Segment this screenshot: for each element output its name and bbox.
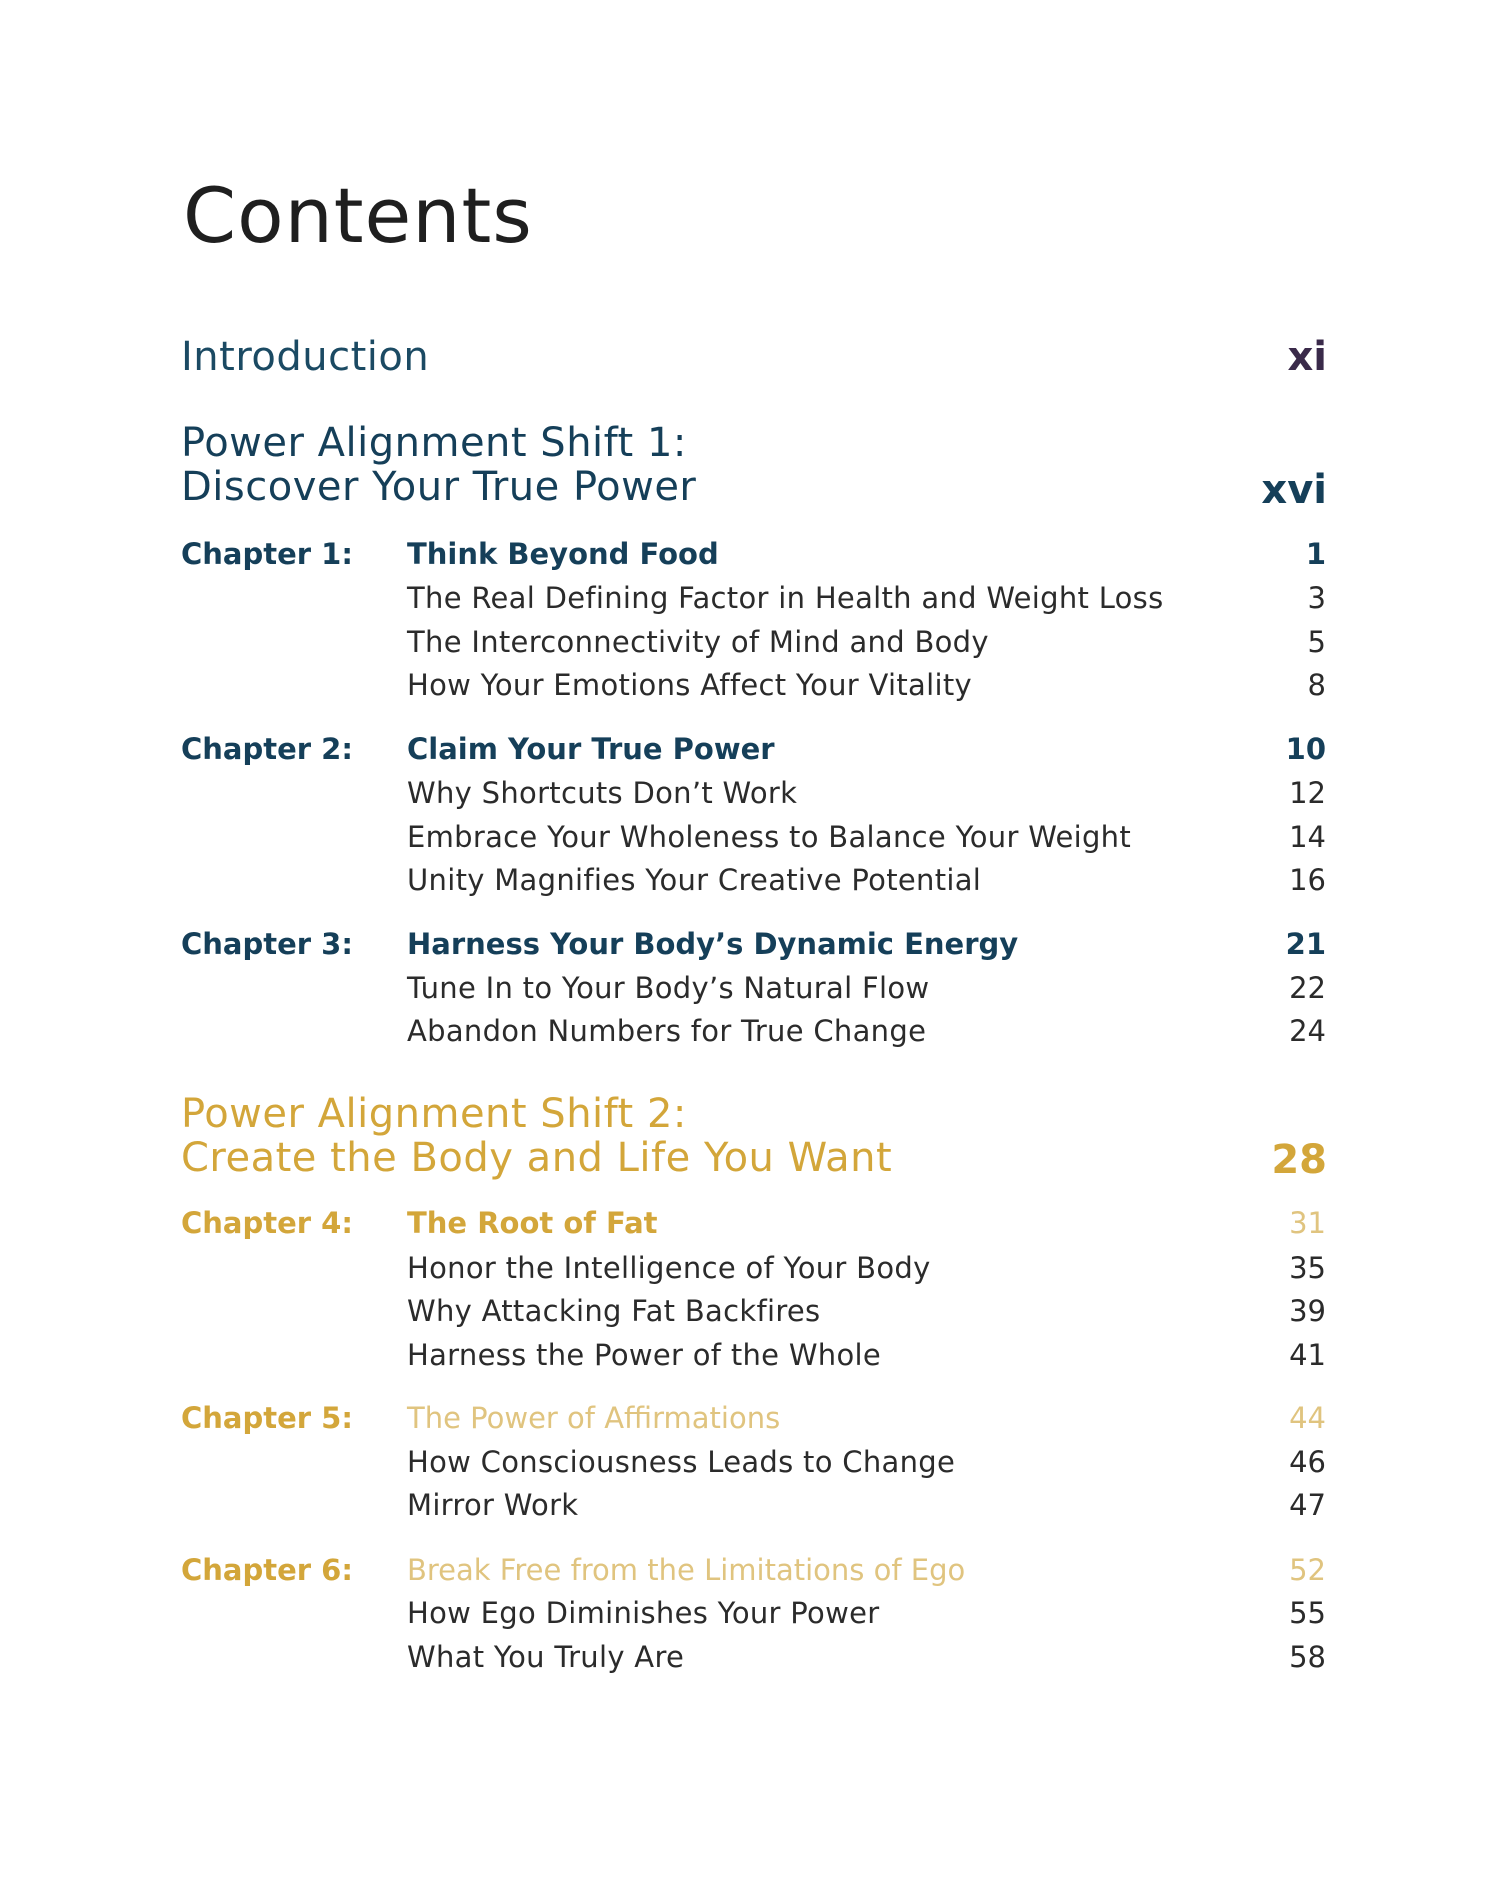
section-page: 22 (1289, 971, 1326, 1005)
section-page: 16 (1289, 863, 1326, 897)
section-title: Unity Magnifies Your Creative Potential (407, 863, 982, 897)
chapter-title: Think Beyond Food (407, 537, 719, 571)
section-title: The Real Defining Factor in Health and Weight Loss (407, 581, 1164, 615)
page-title: Contents (183, 171, 533, 260)
section-title: How Your Emotions Affect Your Vitality (407, 668, 972, 702)
section-page: 8 (1307, 668, 1326, 702)
section-page: 58 (1289, 1640, 1326, 1674)
section-page: 14 (1289, 820, 1326, 854)
section-title: Why Attacking Fat Backfires (407, 1294, 821, 1328)
section-title: Why Shortcuts Don’t Work (407, 776, 798, 810)
chapter-page: 1 (1305, 537, 1326, 571)
section-page: 39 (1289, 1294, 1326, 1328)
section-page: 47 (1289, 1488, 1326, 1522)
chapter-page: 52 (1289, 1553, 1326, 1587)
section-title: Abandon Numbers for True Change (407, 1014, 927, 1048)
section-title: Mirror Work (407, 1488, 579, 1522)
section-page: 55 (1289, 1596, 1326, 1630)
chapter-page: 44 (1289, 1401, 1326, 1435)
chapter-label: Chapter 4: (181, 1206, 353, 1240)
section-page: 24 (1289, 1014, 1326, 1048)
shift-title-line1: Power Alignment Shift 1: (181, 420, 687, 466)
chapter-title: Harness Your Body’s Dynamic Energy (407, 927, 1019, 961)
shift-page: xvi (1261, 467, 1327, 513)
chapter-title: Break Free from the Limitations of Ego (407, 1553, 966, 1587)
section-page: 46 (1289, 1445, 1326, 1479)
chapter-label: Chapter 6: (181, 1553, 353, 1587)
introduction-title: Introduction (181, 334, 430, 380)
section-title: Tune In to Your Body’s Natural Flow (407, 971, 930, 1005)
introduction-page: xi (1287, 334, 1327, 380)
section-title: How Ego Diminishes Your Power (407, 1596, 880, 1630)
section-title: Honor the Intelligence of Your Body (407, 1251, 931, 1285)
section-page: 41 (1289, 1338, 1326, 1372)
shift-title-line2: Discover Your True Power (181, 464, 697, 510)
section-page: 5 (1307, 625, 1326, 659)
chapter-label: Chapter 5: (181, 1401, 353, 1435)
section-title: The Interconnectivity of Mind and Body (407, 625, 989, 659)
chapter-label: Chapter 1: (181, 537, 353, 571)
section-title: How Consciousness Leads to Change (407, 1445, 956, 1479)
chapter-title: Claim Your True Power (407, 732, 775, 766)
section-title: What You Truly Are (407, 1640, 685, 1674)
section-page: 35 (1289, 1251, 1326, 1285)
section-page: 12 (1289, 776, 1326, 810)
section-title: Harness the Power of the Whole (407, 1338, 882, 1372)
chapter-page: 10 (1285, 732, 1326, 766)
chapter-label: Chapter 3: (181, 927, 353, 961)
section-page: 3 (1307, 581, 1326, 615)
shift-page: 28 (1271, 1137, 1327, 1183)
shift-title-line2: Create the Body and Life You Want (181, 1135, 893, 1181)
chapter-page: 21 (1285, 927, 1326, 961)
chapter-title: The Root of Fat (407, 1206, 658, 1240)
shift-title-line1: Power Alignment Shift 2: (181, 1091, 687, 1137)
chapter-label: Chapter 2: (181, 732, 353, 766)
chapter-page: 31 (1289, 1206, 1326, 1240)
chapter-title: The Power of Affirmations (407, 1401, 781, 1435)
section-title: Embrace Your Wholeness to Balance Your Weight (407, 820, 1132, 854)
